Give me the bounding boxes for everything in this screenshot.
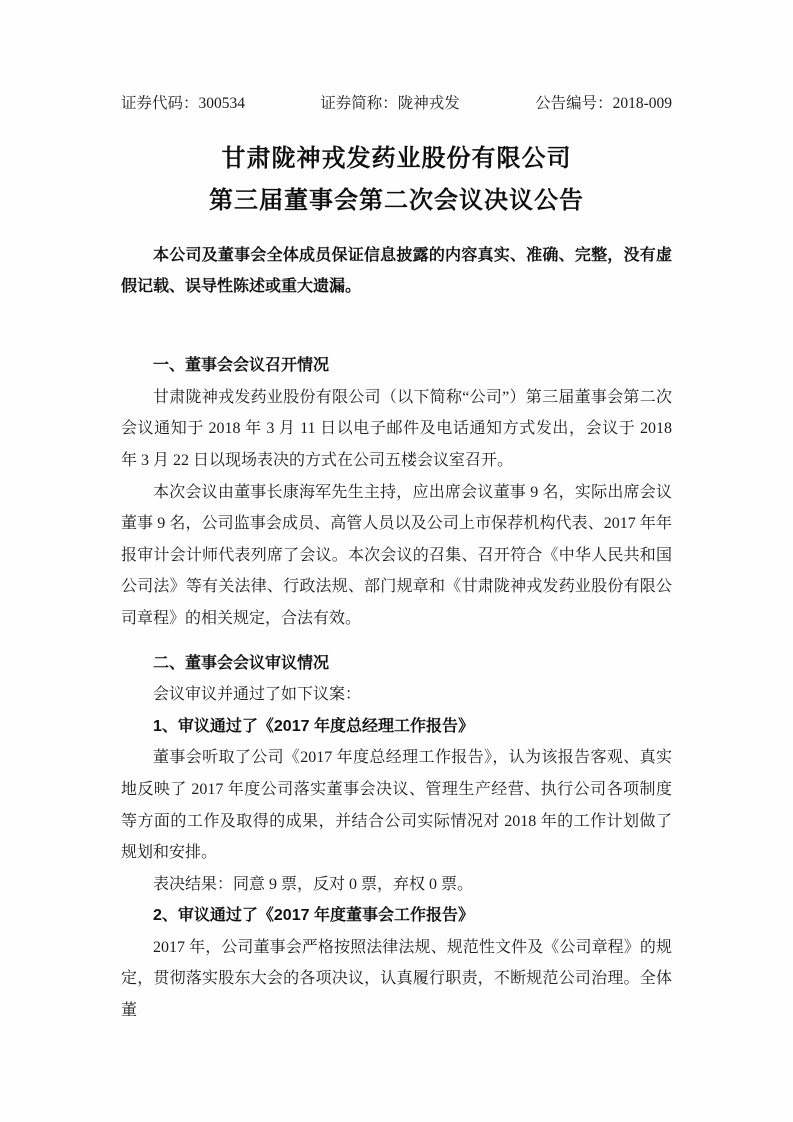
stock-code: 证券代码：300534 (121, 95, 246, 112)
section-1-paragraph-2: 本次会议由董事长康海军先生主持，应出席会议董事 9 名，实际出席会议董事 9 名，公司监事会成员、高管人员以及公司上市保荐机构代表、2017 年年报审计会计师代表列席了会议。本次会议的召集、召开符合《中华人民共和国公司法》等有关法律、行政法规、部门规章和《甘肃陇神戎发药业股份有限公司章程》的相关规定，合法有效。 (121, 483, 672, 627)
resolution-1-body: 董事会听取了公司《2017 年度总经理工作报告》，认为该报告客观、真实地反映了 2017 年度公司落实董事会决议、管理生产经营、执行公司各项制度等方面的工作及取得的成果，并结合公司实际情况对 2018 年的工作计划做了规划和安排。 (121, 749, 672, 862)
stock-name: 证券简称：陇神戎发 (320, 95, 460, 112)
document-header (121, 94, 672, 114)
disclaimer-statement: 本公司及董事会全体成员保证信息披露的内容真实、准确、完整，没有虚假记载、误导性陈述或重大遗漏。 (121, 247, 672, 296)
section-2-intro: 会议审议并通过了如下议案： (153, 686, 362, 704)
resolution-1-heading: 1、审议通过了《2017 年度总经理工作报告》 (153, 717, 474, 735)
announcement-number: 公告编号：2018-009 (535, 95, 672, 112)
section-2-heading: 二、董事会会议审议情况 (153, 654, 330, 672)
announcement-title: 第三届董事会第二次会议决议公告 (209, 186, 584, 214)
resolution-2-body: 2017 年，公司董事会严格按照法律法规、规范性文件及《公司章程》的规定，贯彻落实股东大会的各项决议，认真履行职责，不断规范公司治理。全体董 (121, 938, 672, 1020)
document-title (121, 138, 672, 221)
resolution-1-vote-result: 表决结果：同意 9 票，反对 0 票，弃权 0 票。 (153, 875, 474, 893)
section-1-heading: 一、董事会会议召开情况 (153, 357, 330, 375)
section-1-paragraph-1: 甘肃陇神戎发药业股份有限公司（以下简称“公司”）第三届董事会第二次会议通知于 2018 年 3 月 11 日以电子邮件及电话通知方式发出，会议于 2018 年 3 月 22 日以现场表决的方式在公司五楼会议室召开。 (121, 388, 672, 469)
document-content (121, 0, 672, 1027)
company-name: 甘肃陇神戎发药业股份有限公司 (221, 145, 572, 172)
resolution-2-heading: 2、审议通过了《2017 年度董事会工作报告》 (153, 907, 474, 925)
